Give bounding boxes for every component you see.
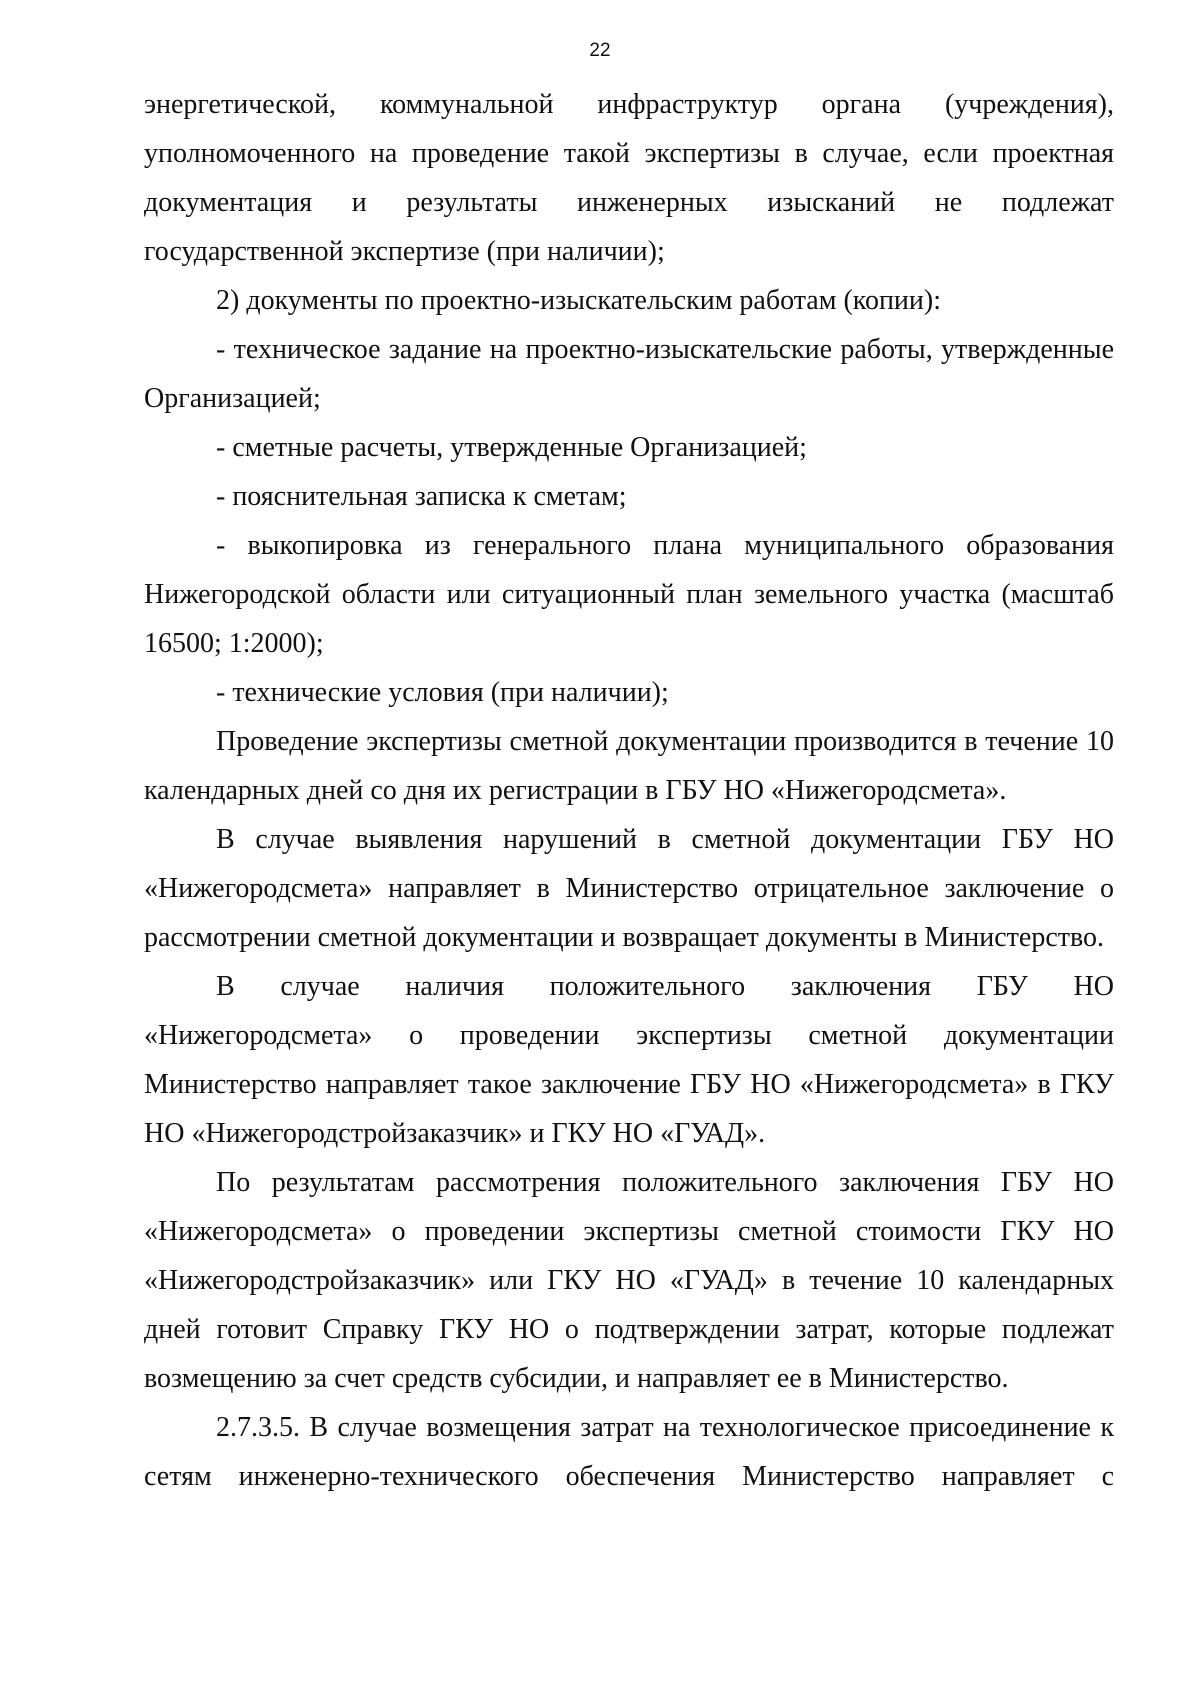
paragraph-docs-heading: 2) документы по проектно-изыскательским работам (копии): — [216, 285, 942, 316]
list-item-estimates: - сметные расчеты, утвержденные Организацией; — [216, 432, 807, 463]
paragraph-positive-conclusion: В случае наличия положительного заключения ГБУ НО «Нижегородсмета» о проведении экспертизы сметной документации Министерство направляет такое заключение ГБУ НО «Нижегородсмета» в ГКУ НО «Нижегородстройзаказчик» и ГКУ НО «ГУАД». — [144, 971, 1114, 1149]
paragraph-review-results: По результатам рассмотрения положительного заключения ГБУ НО «Нижегородсмета» о проведении экспертизы сметной стоимости ГКУ НО «Нижегородстройзаказчик» или ГКУ НО «ГУАД» в течение 10 календарных дней готовит Справку ГКУ НО о подтверждении затрат, которые подлежат возмещению за счет средств субсидии, и направляет ее в Министерство. — [144, 1167, 1114, 1394]
list-item-plan-extract: - выкопировка из генерального плана муниципального образования Нижегородской области или ситуационный план земельного участка (масштаб 16500; 1:2000); — [144, 530, 1114, 659]
page-number: 22 — [589, 40, 611, 61]
list-item-tech-task: - техническое задание на проектно-изыскательские работы, утвержденные Организацией; — [144, 334, 1114, 414]
paragraph-violations: В случае выявления нарушений в сметной документации ГБУ НО «Нижегородсмета» направляет в Министерство отрицательное заключение о рассмотрении сметной документации и возвращает документы в Министерство. — [144, 824, 1114, 953]
document-body — [144, 80, 1114, 1501]
list-item-explanatory-note: - пояснительная записка к сметам; — [216, 481, 627, 512]
paragraph-2-7-3-5: 2.7.3.5. В случае возмещения затрат на технологическое присоединение к сетям инженерно-технического обеспечения Министерство направляет с — [144, 1412, 1114, 1492]
paragraph-intro: энергетической, коммунальной инфраструктур органа (учреждения), уполномоченного на проведение такой экспертизы в случае, если проектная документация и результаты инженерных изысканий не подлежат государственной экспертизе (при наличии); — [144, 89, 1114, 267]
list-item-tech-conditions: - технические условия (при наличии); — [216, 677, 669, 708]
paragraph-expertise-term: Проведение экспертизы сметной документации производится в течение 10 календарных дней со дня их регистрации в ГБУ НО «Нижегородсмета». — [144, 726, 1114, 806]
